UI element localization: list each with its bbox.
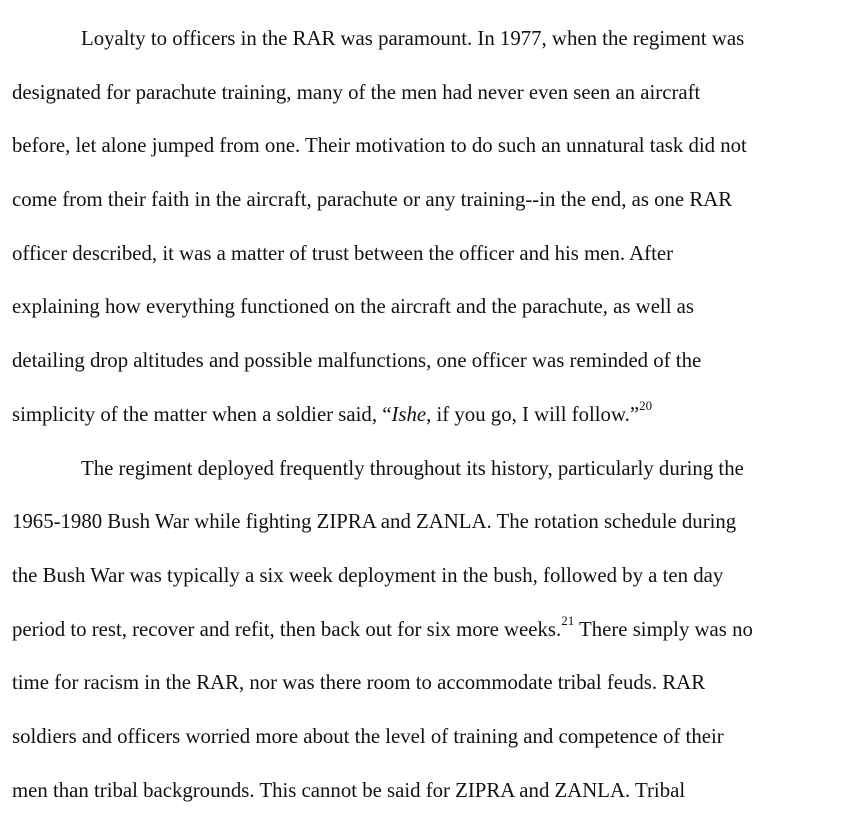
text-line: the Bush War was typically a six week deployment in the bush, followed by a ten day [12, 549, 840, 603]
text-segment: There simply was no [574, 618, 753, 641]
text-segment: simplicity of the matter when a soldier said, “ [12, 403, 391, 426]
document-page [12, 12, 840, 817]
text-line: soldiers and officers worried more about the level of training and competence of their [12, 710, 840, 764]
text-line: designated for parachute training, many of the men had never even seen an aircraft [12, 66, 840, 120]
text-line: The regiment deployed frequently throughout its history, particularly during the [12, 442, 840, 496]
text-line [12, 603, 840, 657]
text-segment: period to rest, recover and refit, then back out for six more weeks. [12, 618, 561, 641]
italic-word: Ishe [391, 403, 426, 426]
text-line [12, 388, 840, 442]
text-line: officer described, it was a matter of trust between the officer and his men. After [12, 227, 840, 281]
footnote-marker-21: 21 [561, 613, 574, 628]
text-line: before, let alone jumped from one. Their motivation to do such an unnatural task did not [12, 119, 840, 173]
text-line: detailing drop altitudes and possible malfunctions, one officer was reminded of the [12, 334, 840, 388]
paragraph-2 [12, 442, 840, 817]
text-line: Loyalty to officers in the RAR was paramount. In 1977, when the regiment was [12, 12, 840, 66]
text-segment: , if you go, I will follow.” [426, 403, 639, 426]
text-line: explaining how everything functioned on the aircraft and the parachute, as well as [12, 280, 840, 334]
paragraph-1 [12, 12, 840, 442]
text-line: time for racism in the RAR, nor was there room to accommodate tribal feuds. RAR [12, 656, 840, 710]
text-line: come from their faith in the aircraft, parachute or any training--in the end, as one RAR [12, 173, 840, 227]
footnote-marker-20: 20 [639, 398, 652, 413]
text-line: men than tribal backgrounds. This cannot be said for ZIPRA and ZANLA. Tribal [12, 764, 840, 817]
text-line: 1965-1980 Bush War while fighting ZIPRA and ZANLA. The rotation schedule during [12, 495, 840, 549]
